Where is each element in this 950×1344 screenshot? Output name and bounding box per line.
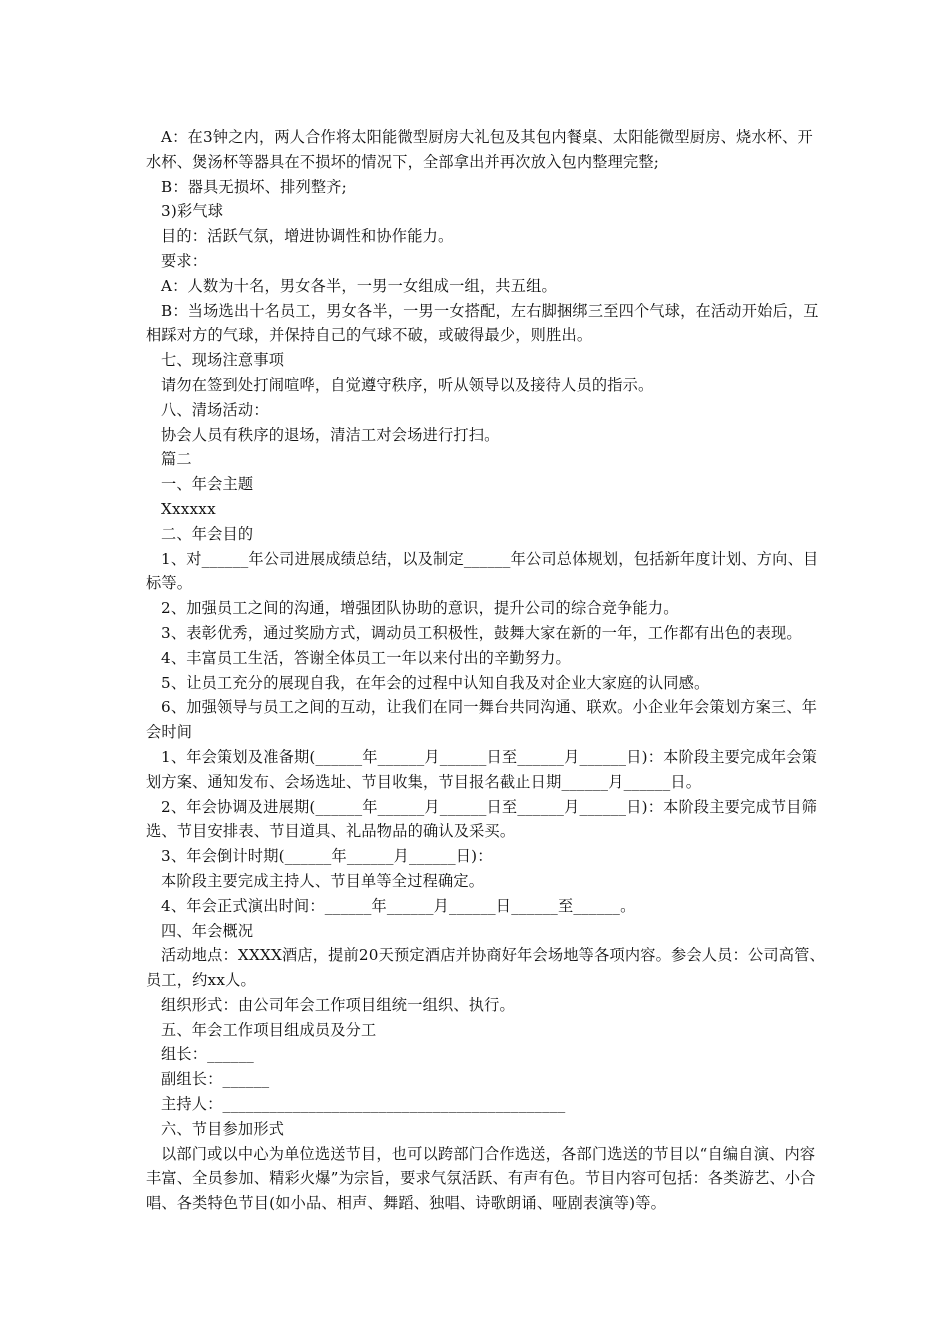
heading-overview: 四、年会概况 [161,921,254,940]
heading-annual-purpose: 二、年会目的 [161,524,254,543]
paragraph-game-rule-b: B：器具无损坏、排列整齐; [161,177,347,196]
paragraph-purpose-2: 2、加强员工之间的沟通，增强团队协助的意识，提升公司的综合竞争能力。 [161,599,679,618]
paragraph-balloon-requirements: 要求： [161,251,208,270]
paragraph-deputy-leader: 副组长：______ [161,1070,270,1089]
paragraph-clearing: 协会人员有秩序的退场，清洁工对会场进行打扫。 [161,425,500,444]
paragraph-program-format: 以部门或以中心为单位选送节目，也可以跨部门合作选送，各部门选送的节目以“自编自演、内容丰富、全员参加、精彩火爆”为宗旨，要求气氛活跃、有声有色。节目内容可包括：各类游艺、小合唱、各类特色节目(如小品、相声、舞蹈、独唱、诗歌朗诵、哑剧表演等)等。 [146,1144,816,1213]
paragraph-purpose-6: 6、加强领导与员工之间的互动，让我们在同一舞台共同沟通、联欢。小企业年会策划方案三、年会时间 [146,698,818,742]
paragraph-time-2: 2、年会协调及进展期(______年______月______日至______月______日)：本阶段主要完成节目筛选、节目安排表、节目道具、礼品物品的确认及采买。 [146,797,818,841]
heading-part-two: 篇二 [161,450,192,469]
heading-project-team: 五、年会工作项目组成员及分工 [161,1020,377,1039]
paragraph-team-leader: 组长：______ [161,1045,254,1064]
paragraph-organization: 组织形式：由公司年会工作项目组统一组织、执行。 [161,995,515,1014]
paragraph-annual-theme: Xxxxxx [161,499,216,518]
paragraph-onsite-notes: 请勿在签到处打闹喧哗，自觉遵守秩序，听从领导以及接待人员的指示。 [161,375,654,394]
heading-clearing: 八、清场活动： [161,400,269,419]
paragraph-venue: 活动地点：XXXX酒店，提前20天预定酒店并协商好年会场地等各项内容。参会人员：公司高管、员工，约xx人。 [146,946,825,990]
paragraph-purpose-1: 1、对______年公司进展成绩总结，以及制定______年公司总体规划，包括新年度计划、方向、目标等。 [146,549,819,593]
heading-onsite-notes: 七、现场注意事项 [161,351,285,370]
paragraph-balloon-purpose: 目的：活跃气氛，增进协调性和协作能力。 [161,227,454,246]
paragraph-time-4: 4、年会正式演出时间：______年______月______日______至______。 [161,896,636,915]
paragraph-time-3: 3、年会倒计时期(______年______月______日)： [161,847,493,866]
paragraph-host: 主持人：____________________________________________ [161,1095,566,1114]
paragraph-time-1: 1、年会策划及准备期(______年______月______日至______月______日)：本阶段主要完成年会策划方案、通知发布、会场选址、节目收集，节目报名截止日期______月______日。 [146,747,818,791]
paragraph-purpose-3: 3、表彰优秀，通过奖励方式，调动员工积极性，鼓舞大家在新的一年，工作都有出色的表现。 [161,623,802,642]
paragraph-game-rule-a: A：在3钟之内，两人合作将太阳能微型厨房大礼包及其包内餐桌、太阳能微型厨房、烧水杯、开水杯、煲汤杯等器具在不损坏的情况下，全部拿出并再次放入包内整理完整; [146,128,813,171]
paragraph-time-3-detail: 本阶段主要完成主持人、节目单等全过程确定。 [161,871,485,890]
document-body [146,125,826,1216]
heading-program-format: 六、节目参加形式 [161,1119,285,1138]
paragraph-purpose-5: 5、让员工充分的展现自我，在年会的过程中认知自我及对企业大家庭的认同感。 [161,673,710,692]
heading-annual-theme: 一、年会主题 [161,475,254,494]
paragraph-balloon-rule-a: A：人数为十名，男女各半，一男一女组成一组，共五组。 [161,276,557,295]
paragraph-balloon-rule-b: B：当场选出十名员工，男女各半，一男一女搭配，左右脚捆绑三至四个气球，在活动开始后，互相踩对方的气球，并保持自己的气球不破，或破得最少，则胜出。 [146,301,819,345]
paragraph-purpose-4: 4、丰富员工生活，答谢全体员工一年以来付出的辛勤努力。 [161,648,571,667]
paragraph-balloon-title: 3)彩气球 [161,202,224,221]
